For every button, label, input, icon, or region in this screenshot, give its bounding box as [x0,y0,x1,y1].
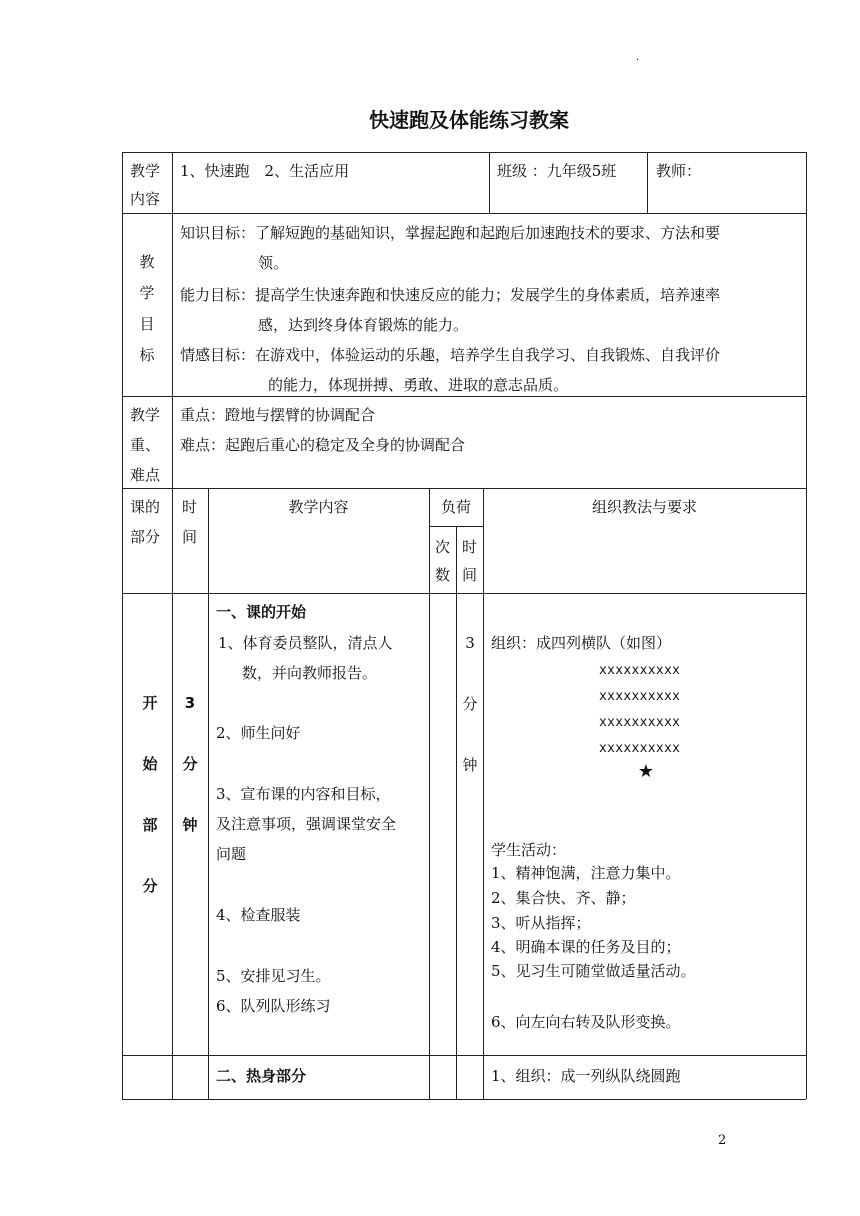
content-label-line1: 教学 [130,162,161,180]
start-part-label: 开 始 部 分 [142,694,158,895]
table-line [172,488,173,1099]
table-line [208,488,209,1099]
goal-knowledge-cont: 领。 [258,254,289,272]
table-line [647,152,648,213]
activity-3: 3、听从指挥； [491,914,591,932]
col-load-time-line2: 间 [461,566,477,584]
table-line [172,152,173,488]
activity-6: 6、向左向右转及队形变换。 [491,1013,681,1031]
table-line [122,488,806,489]
start-item-5: 5、安排见习生。 [216,967,331,985]
warmup-heading: 二、热身部分 [216,1067,307,1085]
difficult-point: 难点：起跑后重心的稳定及全身的协调配合 [180,436,466,454]
keypoints-label-line2: 重、 [130,436,161,454]
col-time-line1: 时 [182,498,198,516]
col-time-line2: 间 [182,528,198,546]
col-count-line2: 数 [434,566,450,584]
activity-1: 1、精神饱满，注意力集中。 [491,864,681,882]
formation-row: xxxxxxxxxx [599,689,681,704]
col-content: 教学内容 [288,498,349,516]
activity-5: 5、见习生可随堂做适量活动。 [491,962,696,980]
page-number: 2 [718,1133,727,1148]
formation-row: xxxxxxxxxx [599,715,681,730]
start-item-3-cont: 及注意事项，强调课堂安全 [216,815,397,833]
goal-ability: 能力目标：提高学生快速奔跑和快速反应的能力；发展学生的身体素质，培养速率 [180,286,721,304]
activity-4: 4、明确本课的任务及目的； [491,938,681,956]
col-load: 负荷 [440,498,471,516]
content-label-line2: 内容 [130,190,161,208]
start-heading: 一、课的开始 [216,603,307,621]
start-item-1-cont: 数，并向教师报告。 [242,664,378,682]
formation-diagram [599,658,680,762]
col-method: 组织教法与要求 [591,498,697,516]
start-item-3-cont2: 问题 [216,845,247,863]
col-part-line2: 部分 [130,528,161,546]
start-time-label: 3 分 钟 [182,694,198,834]
keypoints-label-line3: 难点 [130,466,161,484]
start-load-time: 3 分 钟 [462,634,478,774]
teacher-star-icon: ★ [637,761,655,782]
col-part-line1: 课的 [130,498,161,516]
activity-title: 学生活动： [491,841,567,859]
col-load-time-line1: 时 [461,538,477,556]
page-title: 快速跑及体能练习教案 [369,108,569,132]
table-border-top [122,152,806,153]
goal-ability-cont: 感，达到终身体育锻炼的能力。 [258,316,469,334]
goals-label: 教 学 目 标 [139,253,155,364]
table-line [489,152,490,213]
class-label: 班级 ：九年级5班 [497,162,617,180]
header-dot: · [636,55,640,66]
start-item-3: 3、宣布课的内容和目标， [216,785,391,803]
table-border-left [122,152,123,1099]
teacher-label: 教师： [656,162,702,180]
start-item-1: 1、体育委员整队，清点人 [218,634,393,652]
org-title: 组织：成四列横队（如图） [491,634,672,652]
table-border-right [806,152,807,1099]
start-item-4: 4、检查服装 [216,906,301,924]
key-point: 重点：蹬地与摆臂的协调配合 [180,406,376,424]
table-border-bottom [122,1099,806,1100]
keypoints-label-line1: 教学 [130,406,161,424]
table-line [122,593,806,594]
start-item-2: 2、师生问好 [216,724,301,742]
content-value: 1、快速跑 2、生活应用 [180,162,350,180]
goal-emotion-cont: 的能力，体现拼搏、勇敢、进取的意志品质。 [268,376,569,394]
col-count-line1: 次 [434,538,450,556]
table-line [122,1055,806,1056]
table-line [456,526,457,1099]
formation-row: xxxxxxxxxx [599,663,681,678]
goal-emotion: 情感目标：在游戏中，体验运动的乐趣，培养学生自我学习、自我锻炼、自我评价 [180,346,721,364]
warmup-method: 1、组织：成一列纵队绕圆跑 [491,1067,681,1085]
start-item-6: 6、队列队形练习 [216,997,331,1015]
table-line [483,488,484,1099]
table-line [122,213,806,214]
goal-knowledge: 知识目标：了解短跑的基础知识，掌握起跑和起跑后加速跑技术的要求、方法和要 [180,224,721,242]
formation-row: xxxxxxxxxx [599,741,681,756]
activity-2: 2、集合快、齐、静； [491,889,636,907]
